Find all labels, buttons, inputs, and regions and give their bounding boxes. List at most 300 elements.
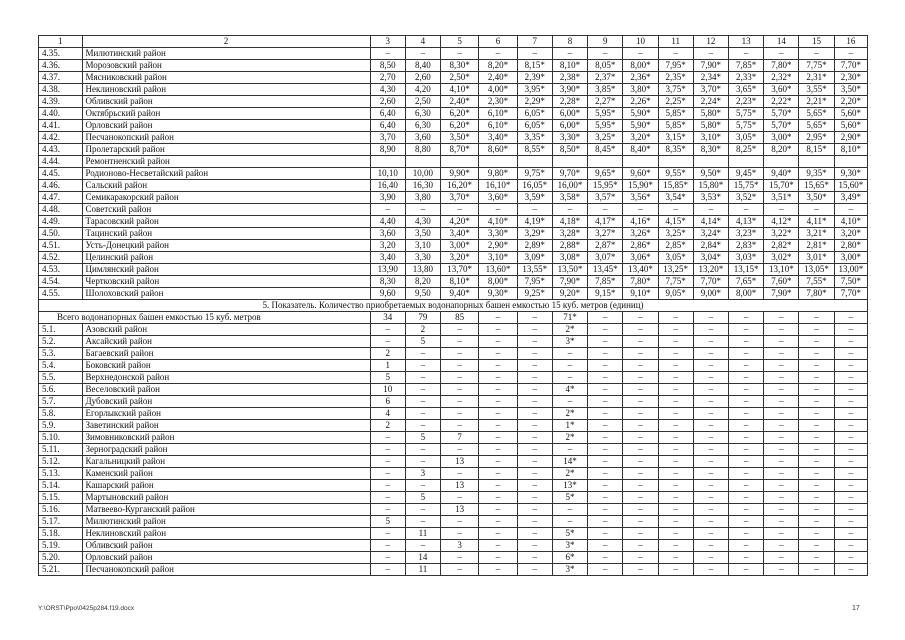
value-cell: – bbox=[658, 432, 693, 444]
value-cell: 2,80* bbox=[834, 240, 867, 252]
value-cell: 3,03* bbox=[728, 252, 763, 264]
table-row bbox=[39, 324, 868, 336]
value-cell: – bbox=[623, 372, 658, 384]
value-cell: – bbox=[834, 360, 867, 372]
value-cell: 8,50* bbox=[552, 144, 587, 156]
value-cell: – bbox=[799, 408, 834, 420]
value-cell: – bbox=[834, 528, 867, 540]
value-cell: – bbox=[552, 372, 587, 384]
table-row bbox=[39, 144, 868, 156]
district-name: Целинский район bbox=[82, 252, 370, 264]
value-cell: – bbox=[479, 48, 517, 60]
value-cell: – bbox=[588, 456, 623, 468]
value-cell: 10 bbox=[370, 384, 405, 396]
value-cell: 3,30* bbox=[552, 132, 587, 144]
value-cell: 4,15* bbox=[658, 216, 693, 228]
value-cell: – bbox=[728, 552, 763, 564]
value-cell: 7,90* bbox=[552, 276, 587, 288]
value-cell: – bbox=[799, 336, 834, 348]
value-cell: 3,10 bbox=[405, 240, 440, 252]
value-cell: – bbox=[799, 324, 834, 336]
value-cell: – bbox=[588, 504, 623, 516]
value-cell: 6,05* bbox=[517, 120, 552, 132]
row-number: 5.15. bbox=[39, 492, 83, 504]
value-cell: 6 bbox=[370, 396, 405, 408]
value-cell: 5,80* bbox=[693, 108, 728, 120]
value-cell: 13,45* bbox=[588, 264, 623, 276]
district-name: Родионово-Несветайский район bbox=[82, 168, 370, 180]
value-cell: – bbox=[799, 480, 834, 492]
value-cell: 5* bbox=[552, 528, 587, 540]
value-cell: 6,05* bbox=[517, 108, 552, 120]
value-cell: – bbox=[588, 360, 623, 372]
value-cell: 3,26* bbox=[623, 228, 658, 240]
total-row bbox=[39, 312, 868, 324]
value-cell: 2,37* bbox=[588, 72, 623, 84]
value-cell: – bbox=[764, 336, 799, 348]
value-cell bbox=[623, 156, 658, 168]
value-cell: – bbox=[764, 348, 799, 360]
district-name: Милютинский район bbox=[82, 48, 370, 60]
value-cell: 7,80* bbox=[764, 60, 799, 72]
value-cell: – bbox=[370, 204, 405, 216]
value-cell: – bbox=[799, 432, 834, 444]
value-cell: 3,80 bbox=[405, 192, 440, 204]
value-cell: – bbox=[588, 480, 623, 492]
district-name: Кагальницкий район bbox=[82, 456, 370, 468]
district-name: Семикаракорский район bbox=[82, 192, 370, 204]
value-cell bbox=[441, 156, 479, 168]
value-cell: – bbox=[479, 312, 517, 324]
value-cell: 2,39* bbox=[517, 72, 552, 84]
district-name: Морозовский район bbox=[82, 60, 370, 72]
value-cell: – bbox=[834, 372, 867, 384]
table-row bbox=[39, 204, 868, 216]
value-cell: 79 bbox=[405, 312, 440, 324]
row-number: 5.13. bbox=[39, 468, 83, 480]
value-cell: – bbox=[405, 396, 440, 408]
value-cell: 9,50* bbox=[693, 168, 728, 180]
value-cell: 3,40* bbox=[479, 132, 517, 144]
value-cell: – bbox=[479, 480, 517, 492]
row-number: 5.8. bbox=[39, 408, 83, 420]
value-cell: 9,05* bbox=[658, 288, 693, 300]
value-cell: 5,70* bbox=[764, 108, 799, 120]
value-cell: 8,00* bbox=[479, 276, 517, 288]
value-cell: – bbox=[834, 516, 867, 528]
value-cell: 2,60 bbox=[370, 96, 405, 108]
district-name: Октябрьский район bbox=[82, 108, 370, 120]
value-cell: – bbox=[658, 360, 693, 372]
value-cell: – bbox=[658, 384, 693, 396]
value-cell: 4,12* bbox=[764, 216, 799, 228]
value-cell: 9,55* bbox=[658, 168, 693, 180]
value-cell: – bbox=[693, 324, 728, 336]
value-cell: 2 bbox=[370, 348, 405, 360]
district-name: Сальский район bbox=[82, 180, 370, 192]
value-cell: 9,45* bbox=[728, 168, 763, 180]
table-row bbox=[39, 504, 868, 516]
value-cell: – bbox=[728, 468, 763, 480]
value-cell: – bbox=[728, 504, 763, 516]
value-cell: 4,00* bbox=[479, 84, 517, 96]
value-cell: – bbox=[441, 204, 479, 216]
value-cell: – bbox=[693, 432, 728, 444]
value-cell: – bbox=[552, 516, 587, 528]
value-cell: – bbox=[405, 360, 440, 372]
value-cell: 2,50 bbox=[405, 96, 440, 108]
value-cell: – bbox=[834, 48, 867, 60]
value-cell: – bbox=[728, 360, 763, 372]
row-number: 4.38. bbox=[39, 84, 83, 96]
value-cell: – bbox=[799, 456, 834, 468]
value-cell: – bbox=[588, 348, 623, 360]
district-name: Тарасовский район bbox=[82, 216, 370, 228]
value-cell: 3,35* bbox=[517, 132, 552, 144]
value-cell: – bbox=[728, 492, 763, 504]
value-cell: 8,20 bbox=[405, 276, 440, 288]
value-cell: 16,40 bbox=[370, 180, 405, 192]
header-row bbox=[39, 36, 868, 48]
value-cell: – bbox=[834, 204, 867, 216]
row-number: 4.55. bbox=[39, 288, 83, 300]
value-cell: – bbox=[693, 204, 728, 216]
value-cell: – bbox=[623, 324, 658, 336]
value-cell: 13,50* bbox=[552, 264, 587, 276]
value-cell: – bbox=[517, 384, 552, 396]
district-name: Заветинский район bbox=[82, 420, 370, 432]
value-cell: – bbox=[588, 396, 623, 408]
value-cell: – bbox=[517, 516, 552, 528]
value-cell: – bbox=[623, 360, 658, 372]
value-cell: 9,15* bbox=[588, 288, 623, 300]
value-cell: 7,95* bbox=[658, 60, 693, 72]
value-cell: – bbox=[834, 408, 867, 420]
value-cell: 3,02* bbox=[764, 252, 799, 264]
table-row bbox=[39, 396, 868, 408]
value-cell: – bbox=[517, 360, 552, 372]
value-cell: 7,75* bbox=[658, 276, 693, 288]
value-cell: – bbox=[658, 516, 693, 528]
value-cell: 7,90* bbox=[764, 288, 799, 300]
value-cell: 2* bbox=[552, 432, 587, 444]
value-cell: – bbox=[517, 204, 552, 216]
value-cell: 2,40* bbox=[479, 72, 517, 84]
value-cell: 2,82* bbox=[764, 240, 799, 252]
value-cell: – bbox=[370, 336, 405, 348]
value-cell: – bbox=[658, 48, 693, 60]
header-cell: 7 bbox=[517, 36, 552, 48]
value-cell: – bbox=[588, 408, 623, 420]
row-number: 4.45. bbox=[39, 168, 83, 180]
table-row bbox=[39, 336, 868, 348]
value-cell: 3 bbox=[405, 468, 440, 480]
value-cell: 4,17* bbox=[588, 216, 623, 228]
value-cell: 8,55* bbox=[517, 144, 552, 156]
value-cell: 8,45* bbox=[588, 144, 623, 156]
value-cell: 7 bbox=[441, 432, 479, 444]
value-cell: 3,54* bbox=[658, 192, 693, 204]
header-cell: 4 bbox=[405, 36, 440, 48]
value-cell: – bbox=[728, 324, 763, 336]
value-cell: – bbox=[834, 324, 867, 336]
value-cell: 2,28* bbox=[552, 96, 587, 108]
table-row bbox=[39, 156, 868, 168]
value-cell: – bbox=[764, 204, 799, 216]
value-cell: 1 bbox=[370, 360, 405, 372]
value-cell: – bbox=[517, 408, 552, 420]
value-cell: – bbox=[441, 444, 479, 456]
value-cell: 3,30* bbox=[479, 228, 517, 240]
table-row bbox=[39, 384, 868, 396]
value-cell: – bbox=[623, 552, 658, 564]
value-cell: – bbox=[552, 204, 587, 216]
value-cell: 3,80* bbox=[623, 84, 658, 96]
header-cell: 5 bbox=[441, 36, 479, 48]
value-cell: 3,70* bbox=[693, 84, 728, 96]
value-cell: 8,05* bbox=[588, 60, 623, 72]
value-cell: 2* bbox=[552, 468, 587, 480]
value-cell: – bbox=[405, 348, 440, 360]
value-cell: 8,30 bbox=[370, 276, 405, 288]
value-cell: – bbox=[479, 432, 517, 444]
value-cell: – bbox=[441, 516, 479, 528]
value-cell: 6* bbox=[552, 552, 587, 564]
value-cell: 10,00 bbox=[405, 168, 440, 180]
value-cell: 7,65* bbox=[728, 276, 763, 288]
value-cell: – bbox=[370, 456, 405, 468]
value-cell: – bbox=[693, 360, 728, 372]
value-cell: – bbox=[658, 336, 693, 348]
value-cell: 5,90* bbox=[623, 108, 658, 120]
value-cell: 5,65* bbox=[799, 108, 834, 120]
value-cell: – bbox=[693, 492, 728, 504]
value-cell: 5,60* bbox=[834, 120, 867, 132]
value-cell: – bbox=[658, 312, 693, 324]
table-row bbox=[39, 528, 868, 540]
value-cell: 2,81* bbox=[799, 240, 834, 252]
value-cell: – bbox=[799, 348, 834, 360]
value-cell: – bbox=[799, 384, 834, 396]
value-cell: 2* bbox=[552, 408, 587, 420]
value-cell: 2,27* bbox=[588, 96, 623, 108]
value-cell: – bbox=[834, 432, 867, 444]
value-cell: – bbox=[517, 372, 552, 384]
value-cell: 7,50* bbox=[834, 276, 867, 288]
value-cell: – bbox=[658, 468, 693, 480]
value-cell: 2,34* bbox=[693, 72, 728, 84]
row-number: 4.47. bbox=[39, 192, 83, 204]
value-cell: – bbox=[728, 372, 763, 384]
district-name: Боковский район bbox=[82, 360, 370, 372]
value-cell: 6,40 bbox=[370, 120, 405, 132]
value-cell: – bbox=[693, 396, 728, 408]
value-cell bbox=[728, 156, 763, 168]
value-cell: – bbox=[834, 420, 867, 432]
value-cell: – bbox=[405, 204, 440, 216]
value-cell: – bbox=[405, 48, 440, 60]
value-cell: 2* bbox=[552, 324, 587, 336]
value-cell: – bbox=[405, 408, 440, 420]
value-cell: 5,95* bbox=[588, 120, 623, 132]
page-number: 17 bbox=[852, 605, 860, 612]
value-cell: 3,50* bbox=[834, 84, 867, 96]
value-cell: 2,95* bbox=[799, 132, 834, 144]
value-cell: – bbox=[479, 516, 517, 528]
data-table bbox=[38, 35, 868, 576]
value-cell: – bbox=[517, 564, 552, 576]
row-number: 4.49. bbox=[39, 216, 83, 228]
value-cell: – bbox=[479, 504, 517, 516]
table-row bbox=[39, 84, 868, 96]
value-cell: 8,00* bbox=[728, 288, 763, 300]
value-cell: 3,60* bbox=[764, 84, 799, 96]
value-cell: – bbox=[728, 480, 763, 492]
value-cell: – bbox=[693, 468, 728, 480]
value-cell: – bbox=[552, 396, 587, 408]
value-cell: – bbox=[370, 480, 405, 492]
district-name: Пролетарский район bbox=[82, 144, 370, 156]
district-name: Верхнедонской район bbox=[82, 372, 370, 384]
table-row bbox=[39, 360, 868, 372]
value-cell: 3,01* bbox=[799, 252, 834, 264]
value-cell: 9,25* bbox=[517, 288, 552, 300]
value-cell: 3,30 bbox=[405, 252, 440, 264]
header-cell: 10 bbox=[623, 36, 658, 48]
value-cell: 8,90 bbox=[370, 144, 405, 156]
value-cell: 9,90* bbox=[441, 168, 479, 180]
value-cell: 5 bbox=[370, 372, 405, 384]
value-cell: 9,10* bbox=[623, 288, 658, 300]
value-cell: 4,40 bbox=[370, 216, 405, 228]
value-cell: 3,60 bbox=[370, 228, 405, 240]
value-cell: 4* bbox=[552, 384, 587, 396]
value-cell: 13 bbox=[441, 504, 479, 516]
value-cell: – bbox=[764, 564, 799, 576]
value-cell: – bbox=[764, 408, 799, 420]
value-cell: – bbox=[764, 396, 799, 408]
row-number: 5.16. bbox=[39, 504, 83, 516]
header-cell: 1 bbox=[39, 36, 83, 48]
value-cell: – bbox=[588, 384, 623, 396]
table-row bbox=[39, 48, 868, 60]
value-cell: – bbox=[764, 456, 799, 468]
value-cell: – bbox=[623, 456, 658, 468]
value-cell: – bbox=[728, 396, 763, 408]
value-cell: – bbox=[799, 444, 834, 456]
value-cell: 8,20* bbox=[479, 60, 517, 72]
value-cell: – bbox=[693, 384, 728, 396]
row-number: 5.18. bbox=[39, 528, 83, 540]
value-cell: – bbox=[728, 444, 763, 456]
value-cell: – bbox=[552, 504, 587, 516]
table-row bbox=[39, 480, 868, 492]
value-cell: – bbox=[658, 324, 693, 336]
value-cell: 2,23* bbox=[728, 96, 763, 108]
row-number: 5.5. bbox=[39, 372, 83, 384]
value-cell: – bbox=[658, 348, 693, 360]
value-cell: – bbox=[517, 504, 552, 516]
row-number: 5.21. bbox=[39, 564, 83, 576]
value-cell: – bbox=[517, 324, 552, 336]
value-cell: – bbox=[764, 360, 799, 372]
value-cell: 2,32* bbox=[764, 72, 799, 84]
value-cell: – bbox=[834, 456, 867, 468]
value-cell: – bbox=[517, 492, 552, 504]
value-cell: 13,55* bbox=[517, 264, 552, 276]
value-cell: – bbox=[799, 48, 834, 60]
value-cell: – bbox=[658, 444, 693, 456]
table-row bbox=[39, 540, 868, 552]
value-cell: 6,20* bbox=[441, 120, 479, 132]
value-cell: – bbox=[728, 516, 763, 528]
value-cell: – bbox=[764, 312, 799, 324]
value-cell: – bbox=[588, 336, 623, 348]
value-cell: – bbox=[834, 312, 867, 324]
value-cell: 7,60* bbox=[764, 276, 799, 288]
value-cell: – bbox=[623, 408, 658, 420]
value-cell: – bbox=[517, 312, 552, 324]
row-number: 5.9. bbox=[39, 420, 83, 432]
value-cell: 5,75* bbox=[728, 120, 763, 132]
value-cell: 13,20* bbox=[693, 264, 728, 276]
value-cell: – bbox=[370, 528, 405, 540]
value-cell: – bbox=[441, 564, 479, 576]
value-cell: – bbox=[479, 420, 517, 432]
value-cell: 3,20 bbox=[370, 240, 405, 252]
district-name: Песчанокопский район bbox=[82, 132, 370, 144]
value-cell: – bbox=[693, 444, 728, 456]
value-cell: 2,38* bbox=[552, 72, 587, 84]
table-row bbox=[39, 276, 868, 288]
table-row bbox=[39, 180, 868, 192]
header-cell: 14 bbox=[764, 36, 799, 48]
value-cell: – bbox=[588, 432, 623, 444]
district-name: Советский район bbox=[82, 204, 370, 216]
value-cell: 2,70 bbox=[370, 72, 405, 84]
value-cell: – bbox=[517, 336, 552, 348]
value-cell: 8,10* bbox=[441, 276, 479, 288]
value-cell: 3,50* bbox=[441, 132, 479, 144]
value-cell: – bbox=[588, 516, 623, 528]
table-row bbox=[39, 348, 868, 360]
value-cell: 4,10* bbox=[834, 216, 867, 228]
value-cell: 2,89* bbox=[517, 240, 552, 252]
table-row bbox=[39, 132, 868, 144]
table-row bbox=[39, 420, 868, 432]
value-cell: 15,90* bbox=[623, 180, 658, 192]
table-row bbox=[39, 564, 868, 576]
row-number: 5.10. bbox=[39, 432, 83, 444]
value-cell: 3,24* bbox=[693, 228, 728, 240]
row-number: 4.50. bbox=[39, 228, 83, 240]
value-cell bbox=[479, 156, 517, 168]
value-cell: – bbox=[658, 504, 693, 516]
value-cell: 8,25* bbox=[728, 144, 763, 156]
value-cell: – bbox=[588, 372, 623, 384]
header-cell: 15 bbox=[799, 36, 834, 48]
value-cell: – bbox=[479, 396, 517, 408]
value-cell: – bbox=[834, 444, 867, 456]
value-cell: – bbox=[728, 420, 763, 432]
value-cell: – bbox=[479, 540, 517, 552]
district-name: Орловский район bbox=[82, 120, 370, 132]
row-number: 5.2. bbox=[39, 336, 83, 348]
district-name: Кашарский район bbox=[82, 480, 370, 492]
value-cell: – bbox=[764, 324, 799, 336]
value-cell: – bbox=[479, 204, 517, 216]
value-cell: – bbox=[588, 312, 623, 324]
